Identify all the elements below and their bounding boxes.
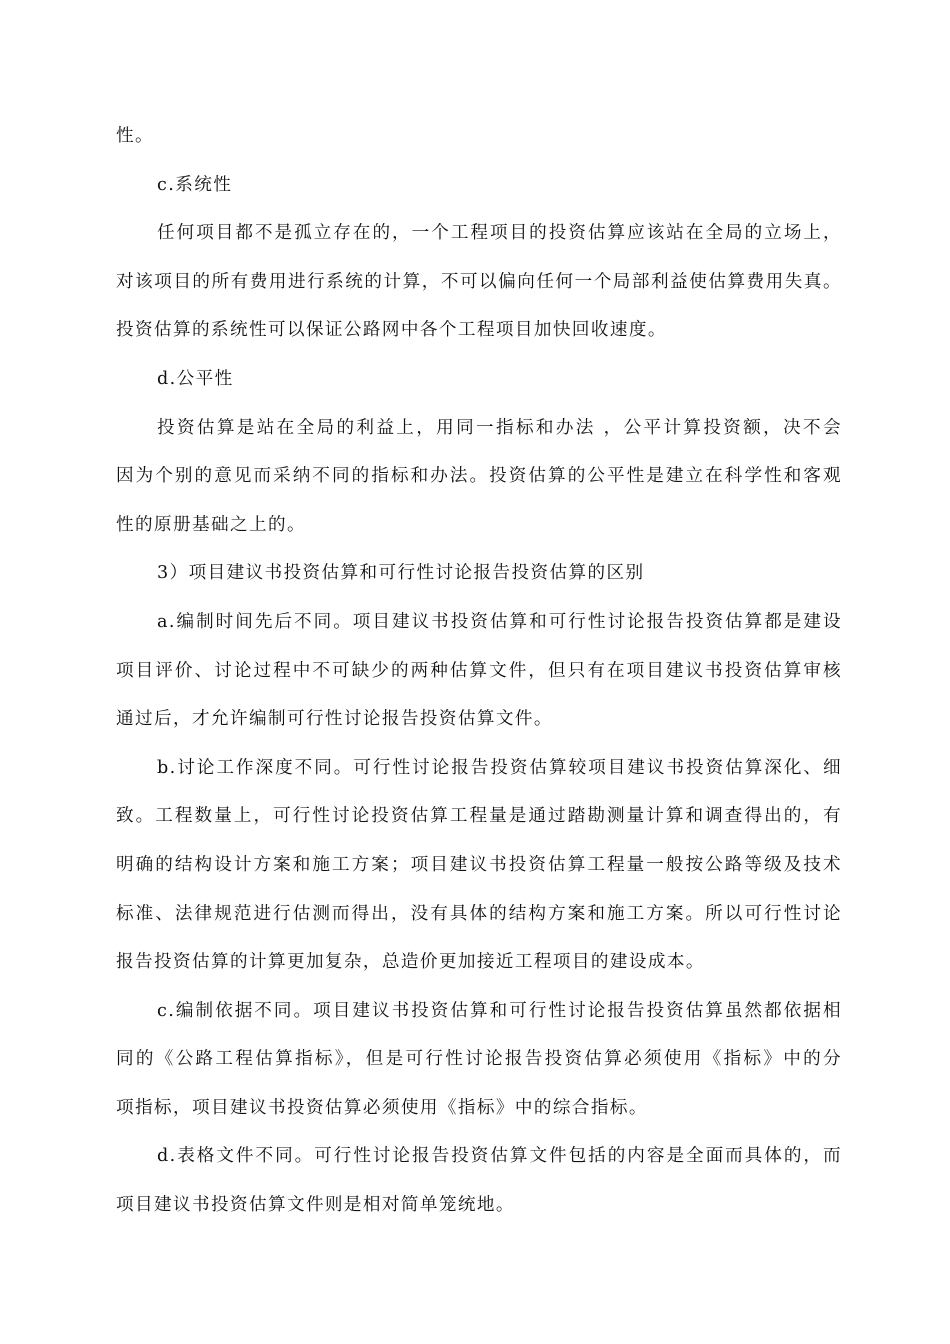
text-line-18: 报告投资估算的计算更加复杂，总造价更加接近工程项目的建设成本。 [116,952,705,973]
heading-d-fairness: d.公平性 [157,368,234,389]
text-line-9: 性的原册基础之上的。 [116,514,306,535]
text-line-11: a.编制时间先后不同。项目建议书投资估算和可行性讨论报告投资估算都是建设 [157,611,842,632]
text-line-20: 同的《公路工程估算指标》，但是可行性讨论报告投资估算必须使用《指标》中的分 [116,1049,842,1070]
text-line-23: 项目建议书投资估算文件则是相对简单笼统地。 [116,1195,515,1216]
text-line-8: 因为个别的意见而采纳不同的指标和办法。投资估算的公平性是建立在科学性和客观 [116,466,842,487]
text-line-22: d.表格文件不同。可行性讨论报告投资估算文件包括的内容是全面而具体的，而 [157,1146,842,1167]
text-line-16: 明确的结构设计方案和施工方案；项目建议书投资估算工程量一般按公路等级及技术 [116,854,842,875]
text-line-4: 对该项目的所有费用进行系统的计算，不可以偏向任何一个局部利益使估算费用失真。 [116,271,842,292]
text-line-15: 致。工程数量上，可行性讨论投资估算工程量是通过踏勘测量计算和调查得出的，有 [116,806,842,827]
text-line-5: 投资估算的系统性可以保证公路网中各个工程项目加快回收速度。 [116,320,667,341]
text-line-3: 任何项目都不是孤立存在的，一个工程项目的投资估算应该站在全局的立场上， [157,223,842,244]
text-line-13: 通过后，才允许编制可行性讨论报告投资估算文件。 [116,709,553,730]
text-line-12: 项目评价、讨论过程中不可缺少的两种估算文件，但只有在项目建议书投资估算审核 [116,660,842,681]
text-line-14: b.讨论工作深度不同。可行性讨论报告投资估算较项目建议书投资估算深化、细 [157,757,842,778]
text-line-1: 性。 [116,126,154,146]
document-body [116,112,842,1230]
text-line-7: 投资估算是站在全局的利益上，用同一指标和办法 ，公平计算投资额，决不会 [157,417,842,438]
text-line-21: 项指标，项目建议书投资估算必须使用《指标》中的综合指标。 [116,1097,648,1118]
text-line-17: 标准、法律规范进行估测而得出，没有具体的结构方案和施工方案。所以可行性讨论 [116,903,842,924]
text-line-19: c.编制依据不同。项目建议书投资估算和可行性讨论报告投资估算虽然都依据相 [157,1000,842,1021]
heading-c-systematic: c.系统性 [157,174,233,195]
heading-3-differences: 3）项目建议书投资估算和可行性讨论报告投资估算的区别 [157,563,645,584]
